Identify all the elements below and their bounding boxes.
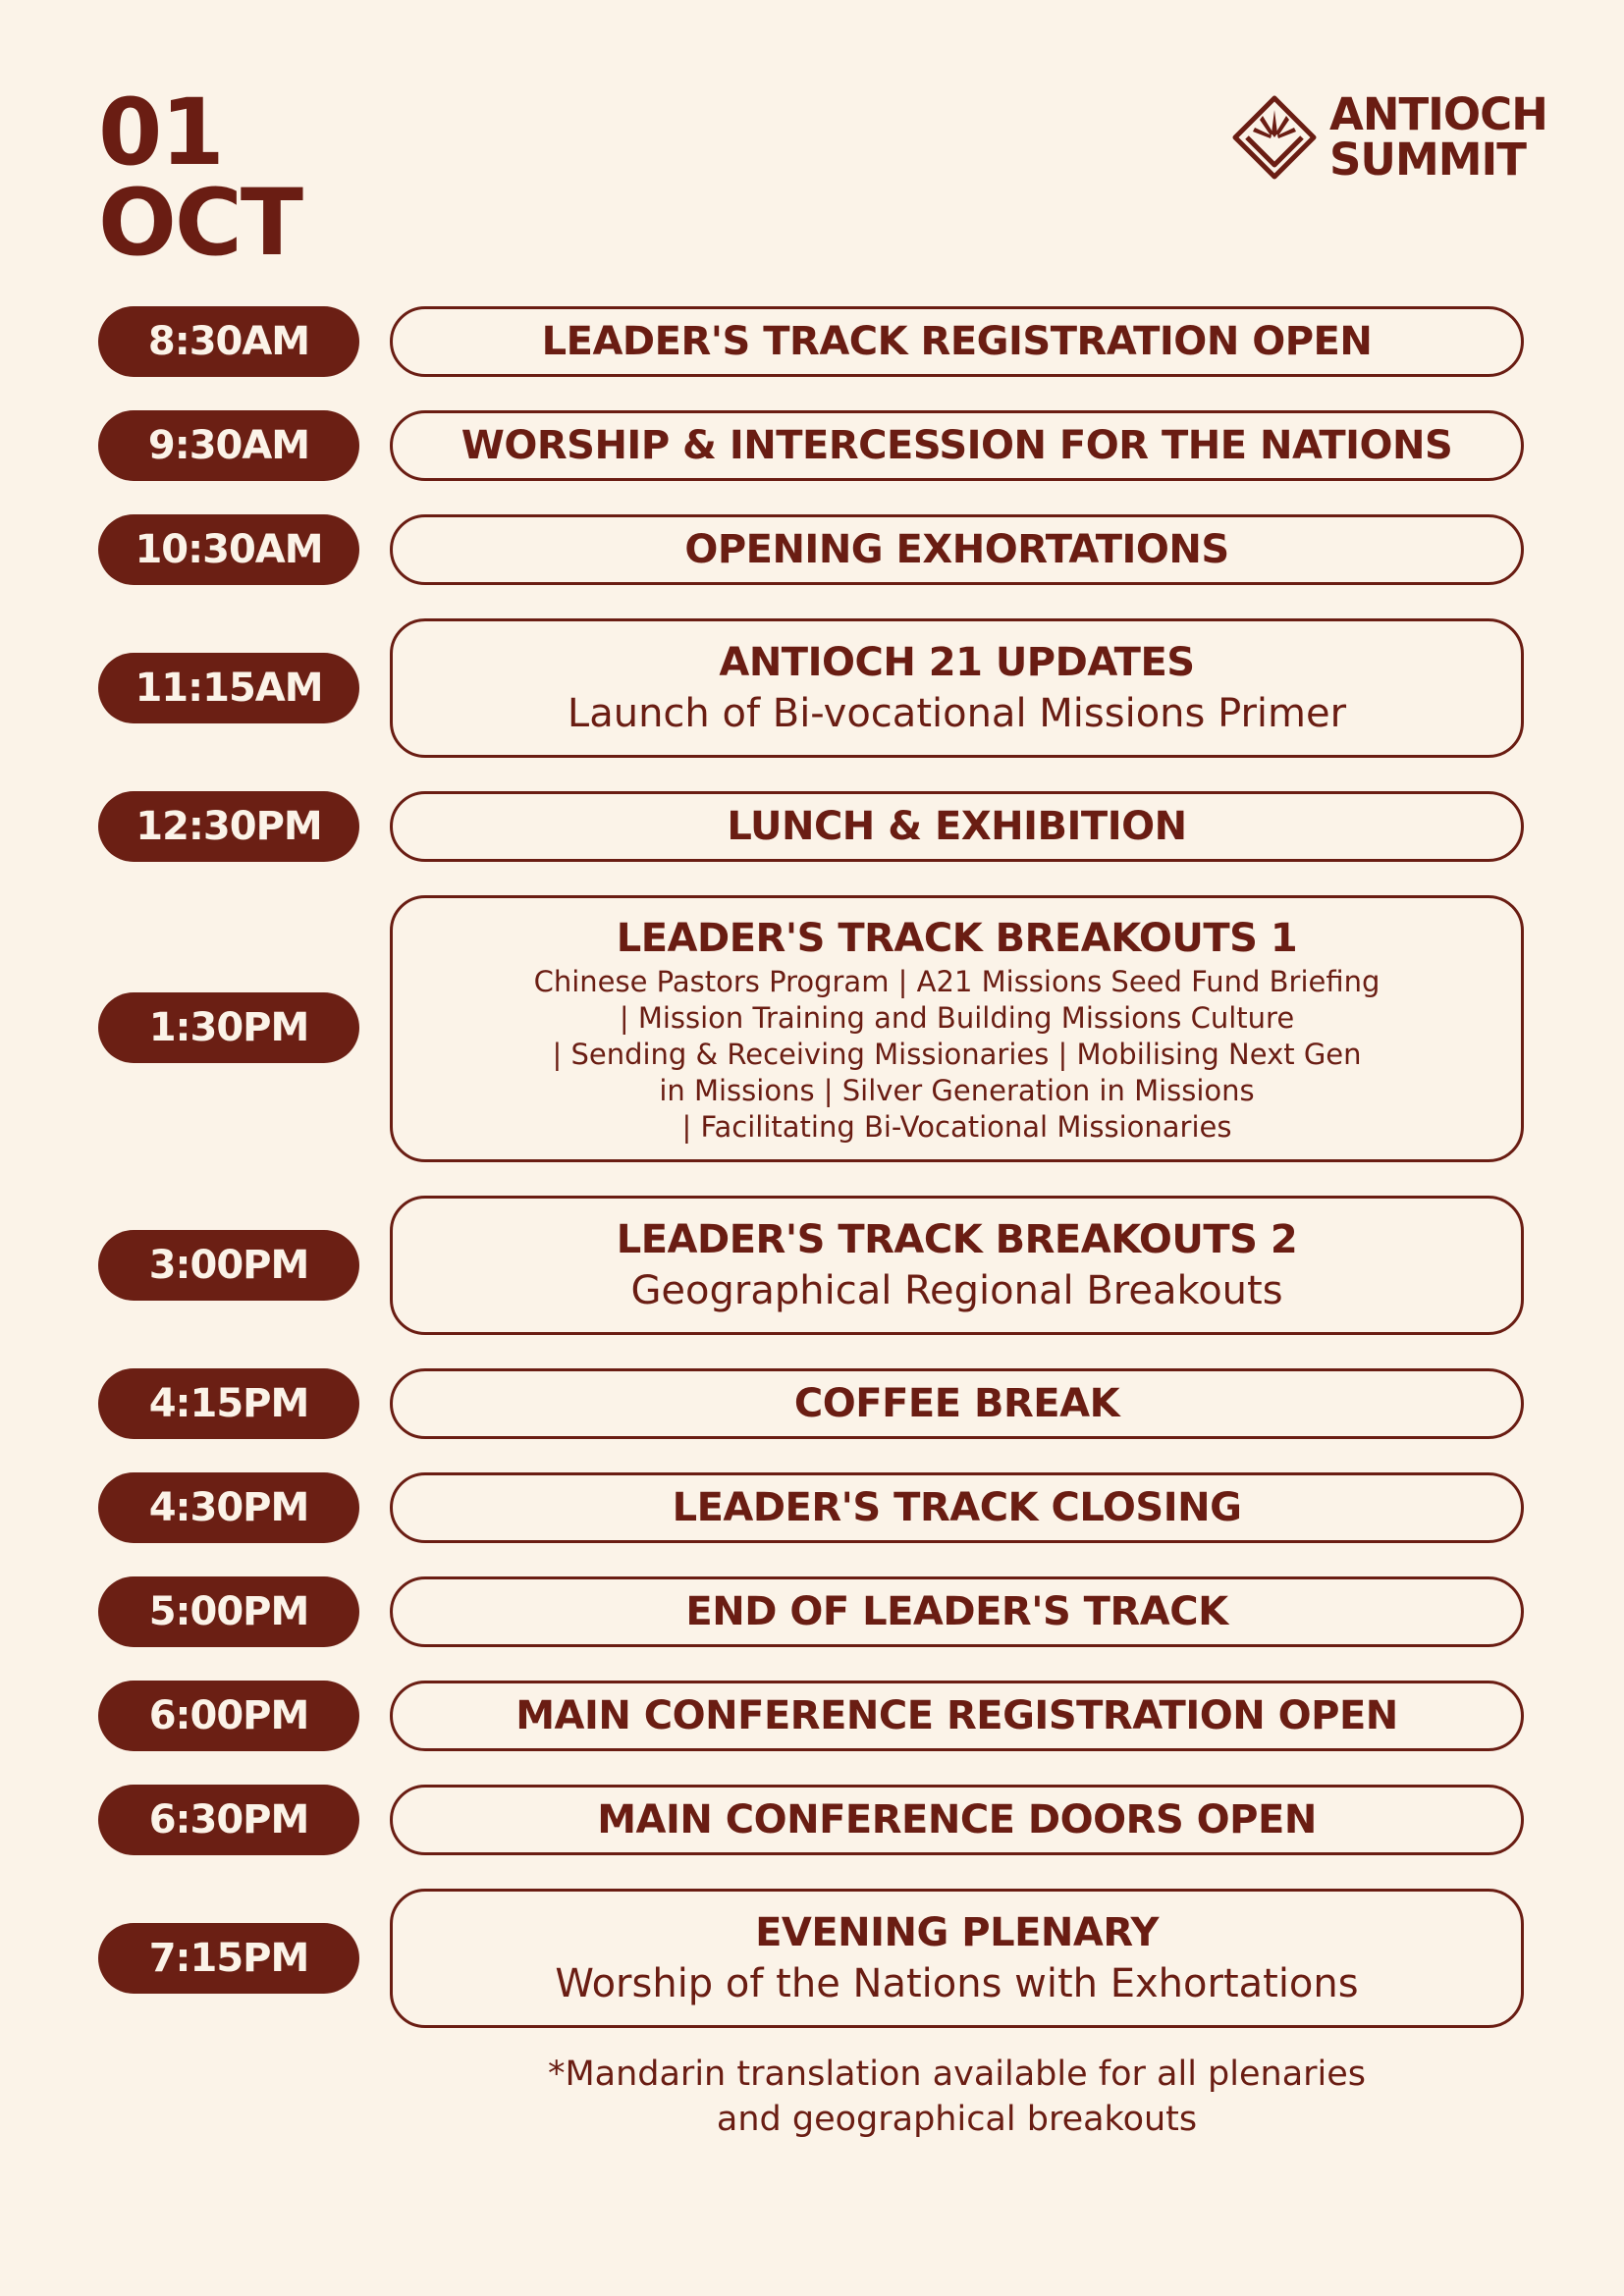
event-box bbox=[390, 1785, 1524, 1855]
logo-line-1: ANTIOCH bbox=[1329, 88, 1547, 140]
event-title: MAIN CONFERENCE DOORS OPEN bbox=[597, 1797, 1317, 1842]
time-pill: 7:15PM bbox=[98, 1923, 359, 1994]
event-title: MAIN CONFERENCE REGISTRATION OPEN bbox=[515, 1693, 1398, 1738]
event-box bbox=[390, 306, 1524, 377]
time-pill: 5:00PM bbox=[98, 1576, 359, 1647]
event-detail-line: | Facilitating Bi-Vocational Missionaries bbox=[681, 1109, 1232, 1144]
event-title: EVENING PLENARY bbox=[755, 1910, 1159, 1955]
event-detail-line: | Mission Training and Building Missions Culture bbox=[619, 1000, 1295, 1035]
time-pill: 3:00PM bbox=[98, 1230, 359, 1301]
date-day: 01 bbox=[98, 80, 223, 187]
event-details bbox=[534, 964, 1380, 1146]
time-pill: 11:15AM bbox=[98, 653, 359, 723]
event-title: LEADER'S TRACK BREAKOUTS 2 bbox=[616, 1217, 1298, 1262]
event-title: LEADER'S TRACK BREAKOUTS 1 bbox=[616, 915, 1298, 961]
time-pill: 8:30AM bbox=[98, 306, 359, 377]
event-title: LUNCH & EXHIBITION bbox=[727, 804, 1187, 849]
event-subtitle: Geographical Regional Breakouts bbox=[630, 1268, 1283, 1313]
time-pill: 4:30PM bbox=[98, 1472, 359, 1543]
event-box bbox=[390, 1472, 1524, 1543]
time-pill: 6:30PM bbox=[98, 1785, 359, 1855]
time-pill: 12:30PM bbox=[98, 791, 359, 862]
event-box bbox=[390, 1889, 1524, 2028]
event-box bbox=[390, 1576, 1524, 1647]
date-month: OCT bbox=[98, 170, 302, 277]
note-line-1: *Mandarin translation available for all plenaries bbox=[547, 2055, 1367, 2094]
event-subtitle: Worship of the Nations with Exhortations bbox=[555, 1961, 1359, 2006]
event-title: LEADER'S TRACK CLOSING bbox=[672, 1485, 1242, 1530]
time-pill: 6:00PM bbox=[98, 1681, 359, 1751]
event-title: ANTIOCH 21 UPDATES bbox=[719, 640, 1195, 685]
time-pill: 1:30PM bbox=[98, 992, 359, 1063]
antioch-summit-logo bbox=[1231, 88, 1547, 186]
antioch-diamond-logo-icon bbox=[1231, 94, 1318, 181]
event-box bbox=[390, 1681, 1524, 1751]
event-box bbox=[390, 791, 1524, 862]
event-detail-line: in Missions | Silver Generation in Missions bbox=[659, 1073, 1255, 1107]
time-pill: 9:30AM bbox=[98, 410, 359, 481]
event-title: OPENING EXHORTATIONS bbox=[684, 527, 1229, 572]
event-box bbox=[390, 1368, 1524, 1439]
event-subtitle: Launch of Bi-vocational Missions Primer bbox=[567, 691, 1347, 736]
event-title: COFFEE BREAK bbox=[793, 1381, 1120, 1426]
event-box bbox=[390, 895, 1524, 1162]
translation-note bbox=[390, 2052, 1524, 2142]
event-title: WORSHIP & INTERCESSION FOR THE NATIONS bbox=[460, 423, 1453, 468]
event-title: LEADER'S TRACK REGISTRATION OPEN bbox=[541, 319, 1373, 364]
note-line-2: and geographical breakouts bbox=[716, 2100, 1198, 2139]
time-pill: 4:15PM bbox=[98, 1368, 359, 1439]
date-heading bbox=[98, 80, 302, 277]
event-detail-line: | Sending & Receiving Missionaries | Mobilising Next Gen bbox=[552, 1037, 1362, 1071]
event-box bbox=[390, 1196, 1524, 1335]
logo-line-2: SUMMIT bbox=[1329, 133, 1526, 186]
time-pill: 10:30AM bbox=[98, 514, 359, 585]
event-box bbox=[390, 514, 1524, 585]
event-box bbox=[390, 410, 1524, 481]
event-detail-line: Chinese Pastors Program | A21 Missions Seed Fund Briefing bbox=[533, 964, 1380, 998]
event-title: END OF LEADER'S TRACK bbox=[685, 1589, 1228, 1634]
event-box bbox=[390, 618, 1524, 758]
